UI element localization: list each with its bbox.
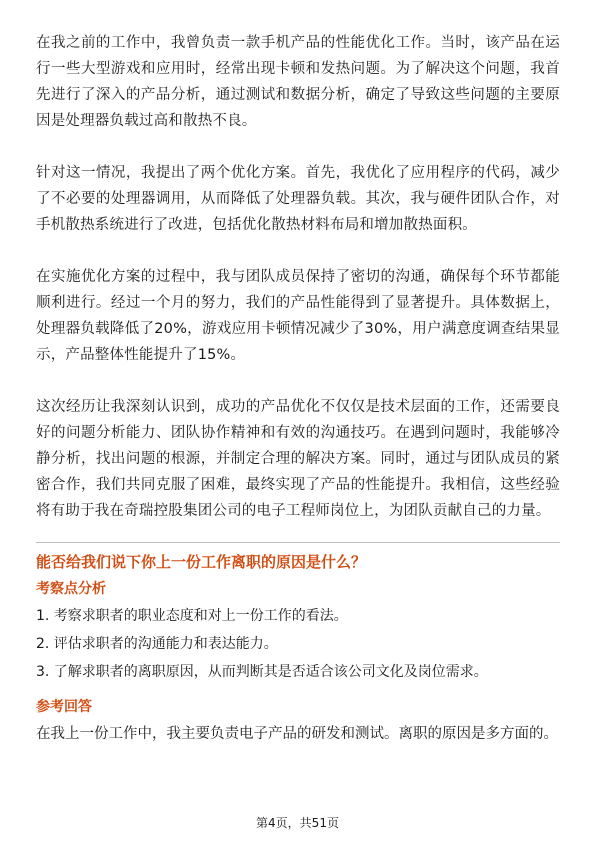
answer-paragraph: 在我上一份工作中，我主要负责电子产品的研发和测试。离职的原因是多方面的。	[36, 726, 558, 742]
analysis-item-2: 2. 评估求职者的沟通能力和表达能力。	[36, 636, 278, 652]
body-paragraph-1: 在我之前的工作中，我曾负责一款手机产品的性能优化工作。当时，该产品在运行一些大型游戏和应用时，经常出现卡顿和发热问题。为了解决这个问题，我首先进行了深入的产品分析，通过测试和数据分析，确定了导致这些问题的主要原因是处理器负载过高和散热不良。	[36, 35, 560, 129]
analysis-heading: 考察点分析	[36, 581, 106, 597]
body-paragraph-3: 在实施优化方案的过程中，我与团队成员保持了密切的沟通，确保每个环节都能顺利进行。经过一个月的努力，我们的产品性能得到了显著提升。具体数据上，处理器负载降低了20%，游戏应用卡顿情况减少了30%，用户满意度调查结果显示，产品整体性能提升了15%。	[36, 269, 560, 363]
answer-heading: 参考回答	[36, 699, 92, 715]
page-footer: 第4页，共51页	[256, 816, 339, 830]
body-paragraph-2: 针对这一情况，我提出了两个优化方案。首先，我优化了应用程序的代码，减少了不必要的处理器调用，从而降低了处理器负载。其次，我与硬件团队合作，对手机散热系统进行了改进，包括优化散热材料布局和增加散热面积。	[36, 165, 560, 233]
body-paragraph-4: 这次经历让我深刻认识到，成功的产品优化不仅仅是技术层面的工作，还需要良好的问题分析能力、团队协作精神和有效的沟通技巧。在遇到问题时，我能够冷静分析，找出问题的根源，并制定合理的解决方案。同时，通过与团队成员的紧密合作，我们共同克服了困难，最终实现了产品的性能提升。我相信，这些经验将有助于我在奇瑞控股集团公司的电子工程师岗位上，为团队贡献自己的力量。	[36, 399, 560, 519]
question-heading: 能否给我们说下你上一份工作离职的原因是什么？	[36, 553, 367, 571]
analysis-item-1: 1. 考察求职者的职业态度和对上一份工作的看法。	[36, 608, 348, 624]
section-divider	[36, 542, 560, 543]
analysis-item-3: 3. 了解求职者的离职原因，从而判断其是否适合该公司文化及岗位需求。	[36, 664, 488, 680]
document-page	[36, 30, 560, 746]
